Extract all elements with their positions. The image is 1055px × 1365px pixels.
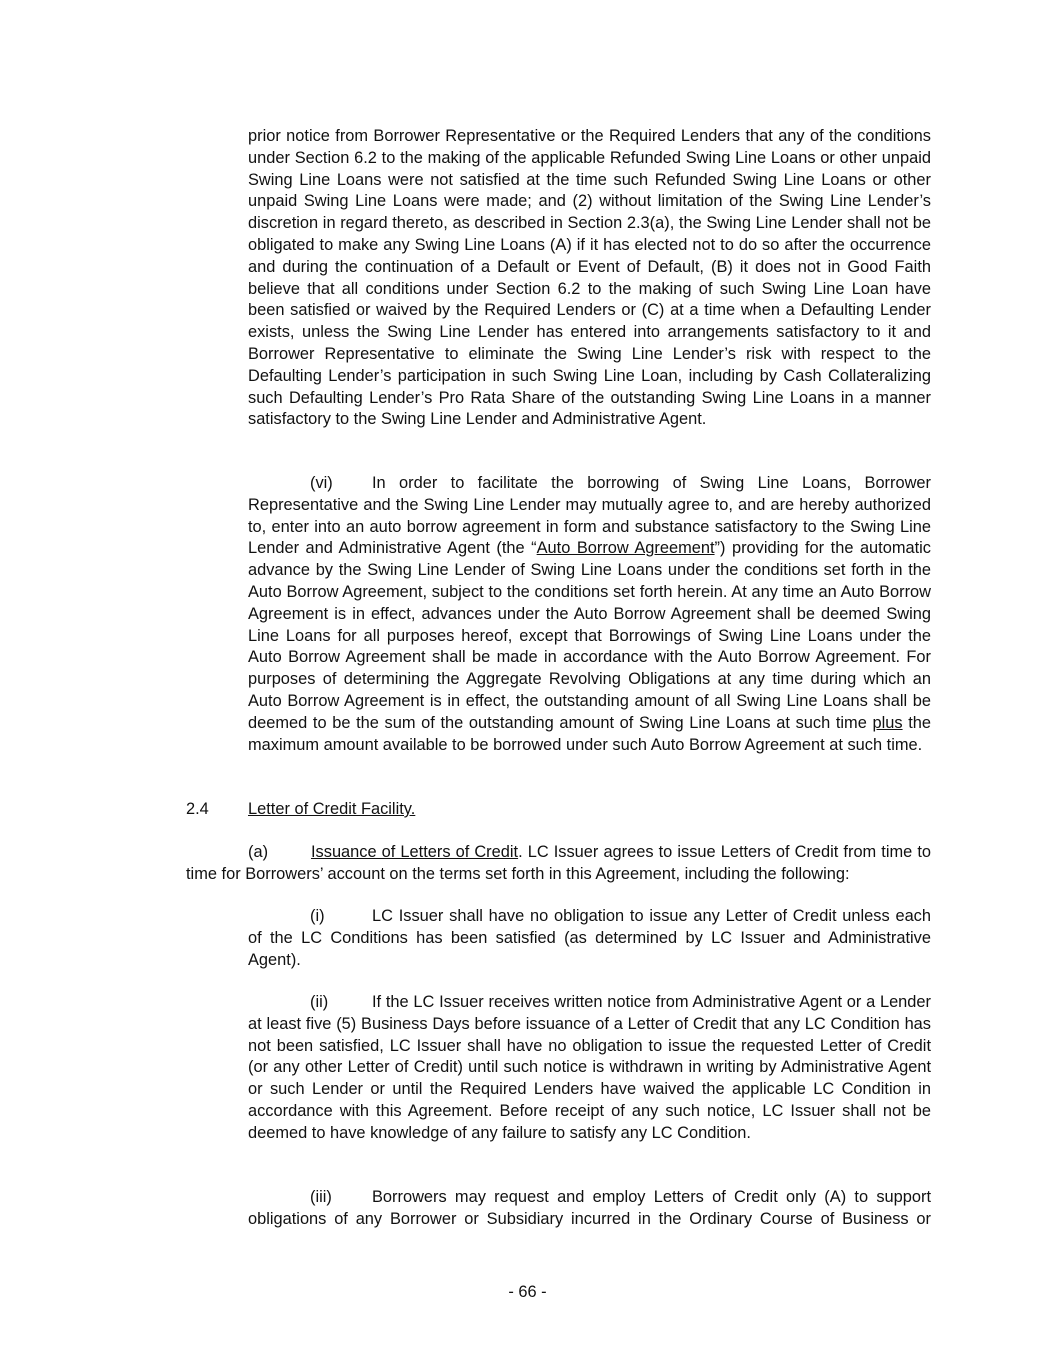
plus-term: plus [872, 713, 903, 732]
clause-i [248, 906, 931, 971]
clause-iii-text: Borrowers may request and employ Letters of Credit only (A) to support obligations of any Borrower or Subsidiary incurred in the Ordinary Course of Business or [248, 1188, 931, 1228]
section-number: 2.4 [186, 800, 209, 818]
clause-ii-text: If the LC Issuer receives written notice from Administrative Agent or a Lender at least five (5) Business Days before issuance of a Letter of Credit that any LC Condition has not been satisfied, LC Issuer shall have no obligation to issue the requested Letter of Credit (or any other Letter of Credit) until such notice is withdrawn in writing by Administrative Agent or such Lender or until the Required Lenders have waived the applicable LC Condition in accordance with this Agreement. Before receipt of any such notice, LC Issuer shall not be deemed to have knowledge of any failure to satisfy any LC Condition. [248, 993, 931, 1142]
clause-vi-marker: (vi) [310, 474, 333, 492]
page-number: - 66 - [508, 1283, 547, 1301]
clause-iii [248, 1187, 931, 1231]
clause-vi [248, 473, 931, 756]
clause-a-heading: Issuance of Letters of Credit [311, 843, 519, 861]
clause-vi-text-1: In order to facilitate the borrowing of Swing Line Loans, Borrower Representative and the Swing Line Lender may mutually agree to, and are hereby authorized to, enter into an auto borrow agreement in form and substance satisfactory to the Swing Line Lender and Administrative Agent (the “ [248, 474, 931, 558]
clause-i-marker: (i) [310, 907, 325, 925]
section-title: Letter of Credit Facility. [248, 800, 416, 818]
clause-iii-marker: (iii) [310, 1188, 332, 1206]
defined-term-auto-borrow-agreement: Auto Borrow Agreement [536, 539, 715, 558]
clause-vi-text-2: ”) providing for the automatic advance by the Swing Line Lender of Swing Line Loans under the conditions set forth in the Auto Borrow Agreement, subject to the conditions set forth herein. At any time an Auto Borrow Agreement is in effect, advances under the Auto Borrow Agreement shall be deemed Swing Line Loans for all purposes hereof, except that Borrowings of Swing Line Loans under the Auto Borrow Agreement shall be made in accordance with the Auto Borrow Agreement. For purposes of determining the Aggregate Revolving Obligations at any time during which an Auto Borrow Agreement is in effect, the outstanding amount of all Swing Line Loans shall be deemed to be the sum of the outstanding amount of Swing Line Loans at such time [248, 539, 932, 732]
section-heading [186, 799, 415, 821]
clause-ii-marker: (ii) [310, 993, 329, 1011]
paragraph-continuation [248, 126, 931, 431]
clause-vi-text-3: the maximum amount available to be borrowed under such Auto Borrow Agreement at such time. [248, 713, 932, 754]
paragraph-continuation-text: prior notice from Borrower Representative or the Required Lenders that any of the conditions under Section 6.2 to the making of the applicable Refunded Swing Line Loans or other unpaid Swing Line Loans were not satisfied at the time such Refunded Swing Line Loans or other unpaid Swing Line Loans were made; and (2) without limitation of the Swing Line Lender’s discretion in regard thereto, as described in Section 2.3(a), the Swing Line Lender shall not be obligated to make any Swing Line Loans (A) if it has elected not to do so after the occurrence and during the continuation of a Default or Event of Default, (B) it does not in Good Faith believe that all conditions under Section 6.2 to the making of such Swing Line Loan have been satisfied or waived by the Required Lenders or (C) at a time when a Defaulting Lender exists, unless the Swing Line Lender has entered into arrangements satisfactory to it and Borrower Representative to eliminate the Swing Line Lender’s risk with respect to the Defaulting Lender’s participation in such Swing Line Loan, including by Cash Collateralizing such Defaulting Lender’s Pro Rata Share of the outstanding Swing Line Loans in a manner satisfactory to the Swing Line Lender and Administrative Agent. [248, 127, 931, 429]
clause-a [186, 842, 931, 886]
clause-i-text: LC Issuer shall have no obligation to issue any Letter of Credit unless each of the LC Conditions has been satisfied (as determined by LC Issuer and Administrative Agent). [248, 907, 931, 969]
clause-ii [248, 992, 931, 1145]
clause-a-marker: (a) [248, 843, 269, 861]
clause-a-text: . LC Issuer agrees to issue Letters of Credit from time to time for Borrowers’ account on the terms set forth in this Agreement, including the following: [186, 843, 931, 883]
